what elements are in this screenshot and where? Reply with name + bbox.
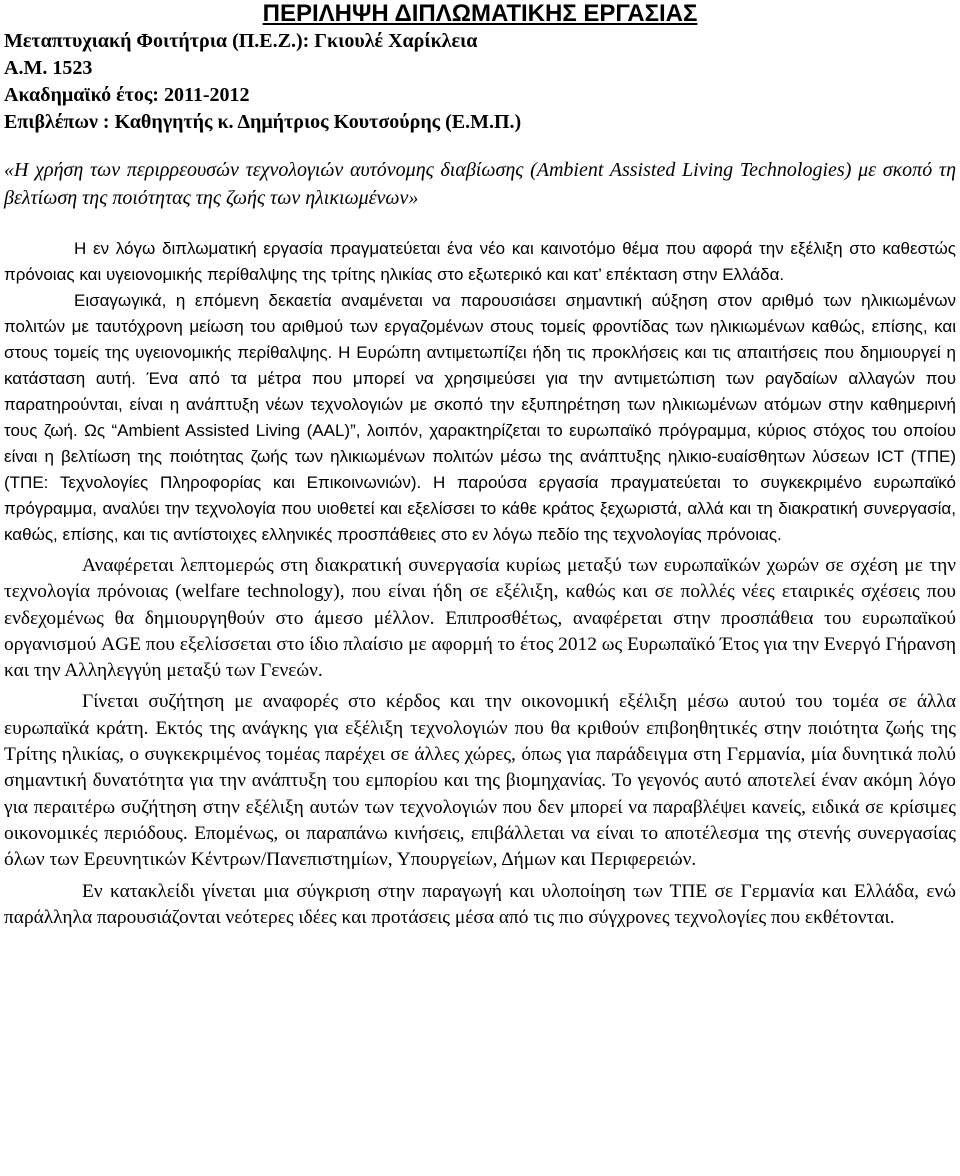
- registration-number-line: Α.Μ. 1523: [4, 57, 93, 79]
- student-line: Μεταπτυχιακή Φοιτήτρια (Π.Ε.Ζ.): Γκιουλέ Χαρίκλεια: [4, 30, 478, 52]
- abstract-paragraph-2: Εισαγωγικά, η επόμενη δεκαετία αναμένεται να παρουσιάσει σημαντική αύξηση στον αριθμό των ηλικιωμένων πολιτών με ταυτόχρονη μείωση του αριθμού των εργαζομένων στους τομείς φροντίδας των ηλικιωμένων καθώς, επίσης, και στους τομείς της υγειονομικής περίθαλψης. Η Ευρώπη αντιμετωπίζει ήδη τις προκλήσεις και τις απαιτήσεις που δημιουργεί η κατάσταση αυτή. Ένα από τα μέτρα που μπορεί να χρησιμεύσει για την αντιμετώπιση των ραγδαίων αλλαγών που παρατηρούνται, είναι η ανάπτυξη νέων τεχνολογιών με σκοπό την εξυπηρέτηση των ηλικιωμένων ατόμων στην καθημερινή τους ζωή. Ως “Ambient Assisted Living (AAL)”, λοιπόν, χαρακτηρίζεται το ευρωπαϊκό πρόγραμμα, κύριος στόχος του οποίου είναι η βελτίωση της ποιότητας ζωής των ηλικιωμένων πολιτών μέσω της ανάπτυξης ηλικιο-ευαίσθητων λύσεων ICT (ΤΠΕ) (ΤΠΕ: Τεχνολογίες Πληροφορίας και Επικοινωνιών). Η παρούσα εργασία πραγματεύεται το συγκεκριμένο ευρωπαϊκό πρόγραμμα, αναλύει την τεχνολογία που υιοθετεί και εξελίσσει το κάθε κράτος ξεχωριστά, αλλά και τη διακρατική συνεργασία, καθώς, επίσης, και τις αντίστοιχες ελληνικές προσπάθειες στο εν λόγω πεδίο της τεχνολογίας πρόνοιας.: [4, 291, 956, 544]
- academic-year-line: Ακαδημαϊκό έτος: 2011-2012: [4, 84, 250, 106]
- abstract-paragraph-3: Αναφέρεται λεπτομερώς στη διακρατική συνεργασία κυρίως μεταξύ των ευρωπαϊκών χωρών σε σχέση με την τεχνολογία πρόνοιας (welfare technology), που είναι ήδη σε εξέλιξη, καθώς και σε πολλές νέες εταιρικές σχέσεις που ενδεχομένως θα δημιουργηθούν στο άμεσο μέλλον. Επιπροσθέτως, αναφέρεται στην προσπάθεια του ευρωπαϊκού οργανισμού AGE που εξελίσσεται στο ίδιο πλαίσιο με αφορμή το έτος 2012 ως Ευρωπαϊκό Έτος για την Ενεργό Γήρανση και την Αλληλεγγύη μεταξύ των Γενεών.: [4, 555, 956, 682]
- abstract-paragraph-1: Η εν λόγω διπλωματική εργασία πραγματεύεται ένα νέο και καινοτόμο θέμα που αφορά την εξέλιξη στο καθεστώς πρόνοιας και υγειονομικής περίθαλψης της τρίτης ηλικίας στο εξωτερικό και κατ’ επέκταση στην Ελλάδα.: [4, 239, 956, 284]
- document-title: ΠΕΡΙΛΗΨΗ ΔΙΠΛΩΜΑΤΙΚΗΣ ΕΡΓΑΣΙΑΣ: [262, 0, 698, 27]
- thesis-title: «Η χρήση των περιρρεουσών τεχνολογιών αυτόνομης διαβίωσης (Ambient Assisted Living Technologies) με σκοπό τη βελτίωση της ποιότητας της ζωής των ηλικιωμένων»: [4, 159, 956, 209]
- abstract-paragraph-5: Εν κατακλείδι γίνεται μια σύγκριση στην παραγωγή και υλοποίηση των ΤΠΕ σε Γερμανία και Ελλάδα, ενώ παράλληλα παρουσιάζονται νεότερες ιδέες και προτάσεις μέσα από τις πιο σύγχρονες τεχνολογίες που εκθέτονται.: [4, 880, 956, 928]
- abstract-paragraph-4: Γίνεται συζήτηση με αναφορές στο κέρδος και την οικονομική εξέλιξη μέσω αυτού του τομέα σε άλλα ευρωπαϊκά κράτη. Εκτός της ανάγκης για εξέλιξη τεχνολογιών που θα κριθούν επιβοηθητικές στην ποιότητα ζωής της Τρίτης ηλικίας, ο συγκεκριμένος τομέας παρέχει σε άλλες χώρες, όπως για παράδειγμα στη Γερμανία, μία δυνητικά πολύ σημαντική δυνατότητα για την ανάπτυξη του εμπορίου και της βιομηχανίας. Το γεγονός αυτό αποτελεί έναν ακόμη λόγο για περαιτέρω συζήτηση στην εξέλιξη αυτών των τεχνολογιών που δεν μπορεί να παραβλέψει κανείς, ειδικά σε κρίσιμες οικονομικές περιόδους. Επομένως, οι παραπάνω κινήσεις, επιβάλλεται να είναι το αποτέλεσμα της στενής συνεργασίας όλων των Ερευνητικών Κέντρων/Πανεπιστημίων, Υπουργείων, Δήμων και Περιφερειών.: [4, 691, 956, 871]
- supervisor-line: Επιβλέπων : Καθηγητής κ. Δημήτριος Κουτσούρης (Ε.Μ.Π.): [4, 111, 522, 133]
